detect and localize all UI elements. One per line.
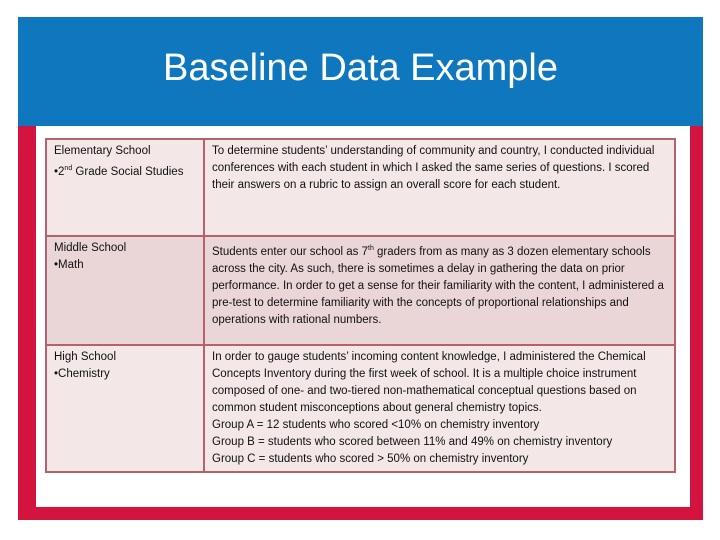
table-row (46, 345, 675, 472)
description-cell (204, 236, 675, 345)
table-row (46, 139, 675, 236)
baseline-table (45, 138, 676, 473)
slide-title: Baseline Data Example (18, 17, 703, 126)
group-c: Group C = students who scored > 50% on chemistry inventory (212, 452, 529, 465)
description-cell (204, 345, 675, 472)
subject-sup: nd (64, 165, 73, 172)
desc-post: graders from as many as 3 dozen elementary schools across the city. As such, there is sometimes a delay in gathering the data on prior performance. In order to get a sense for their familiarity with the content, I administered a pre-test to determine familiarity with the concepts of proportional relationships and operations with rational numbers. (212, 245, 664, 326)
table-row (46, 236, 675, 345)
subject (54, 160, 196, 181)
subject-post: Grade Social Studies (72, 165, 184, 178)
group-a: Group A = 12 students who scored <10% on chemistry inventory (212, 418, 540, 431)
description-cell (204, 139, 675, 236)
group-b: Group B = students who scored between 11% and 49% on chemistry inventory (212, 435, 613, 448)
description: In order to gauge students’ incoming content knowledge, I administered the Chemical Concepts Inventory during the first week of school. It is a multiple choice instrument composed of one- and two-tiered non-mathematical conceptual questions based on common student misconceptions about general chemistry topics. (212, 350, 646, 414)
level-cell (46, 236, 204, 345)
subject-pre: •2 (54, 165, 65, 178)
subject: •Math (54, 258, 84, 271)
subject: •Chemistry (54, 367, 110, 380)
school-level: Elementary School (54, 145, 151, 157)
desc-pre: Students enter our school as 7 (212, 245, 368, 258)
level-cell (46, 345, 204, 472)
description (212, 240, 667, 329)
school-level: Middle School (54, 241, 127, 254)
desc-sup: th (368, 244, 374, 252)
description: To determine students’ understanding of community and country, I conducted individual conferences with each student in which I asked the same series of questions. I scored their answers on a rubric to assign an overall score for each student. (212, 145, 655, 191)
school-level: High School (54, 350, 117, 363)
level-cell (46, 139, 204, 236)
